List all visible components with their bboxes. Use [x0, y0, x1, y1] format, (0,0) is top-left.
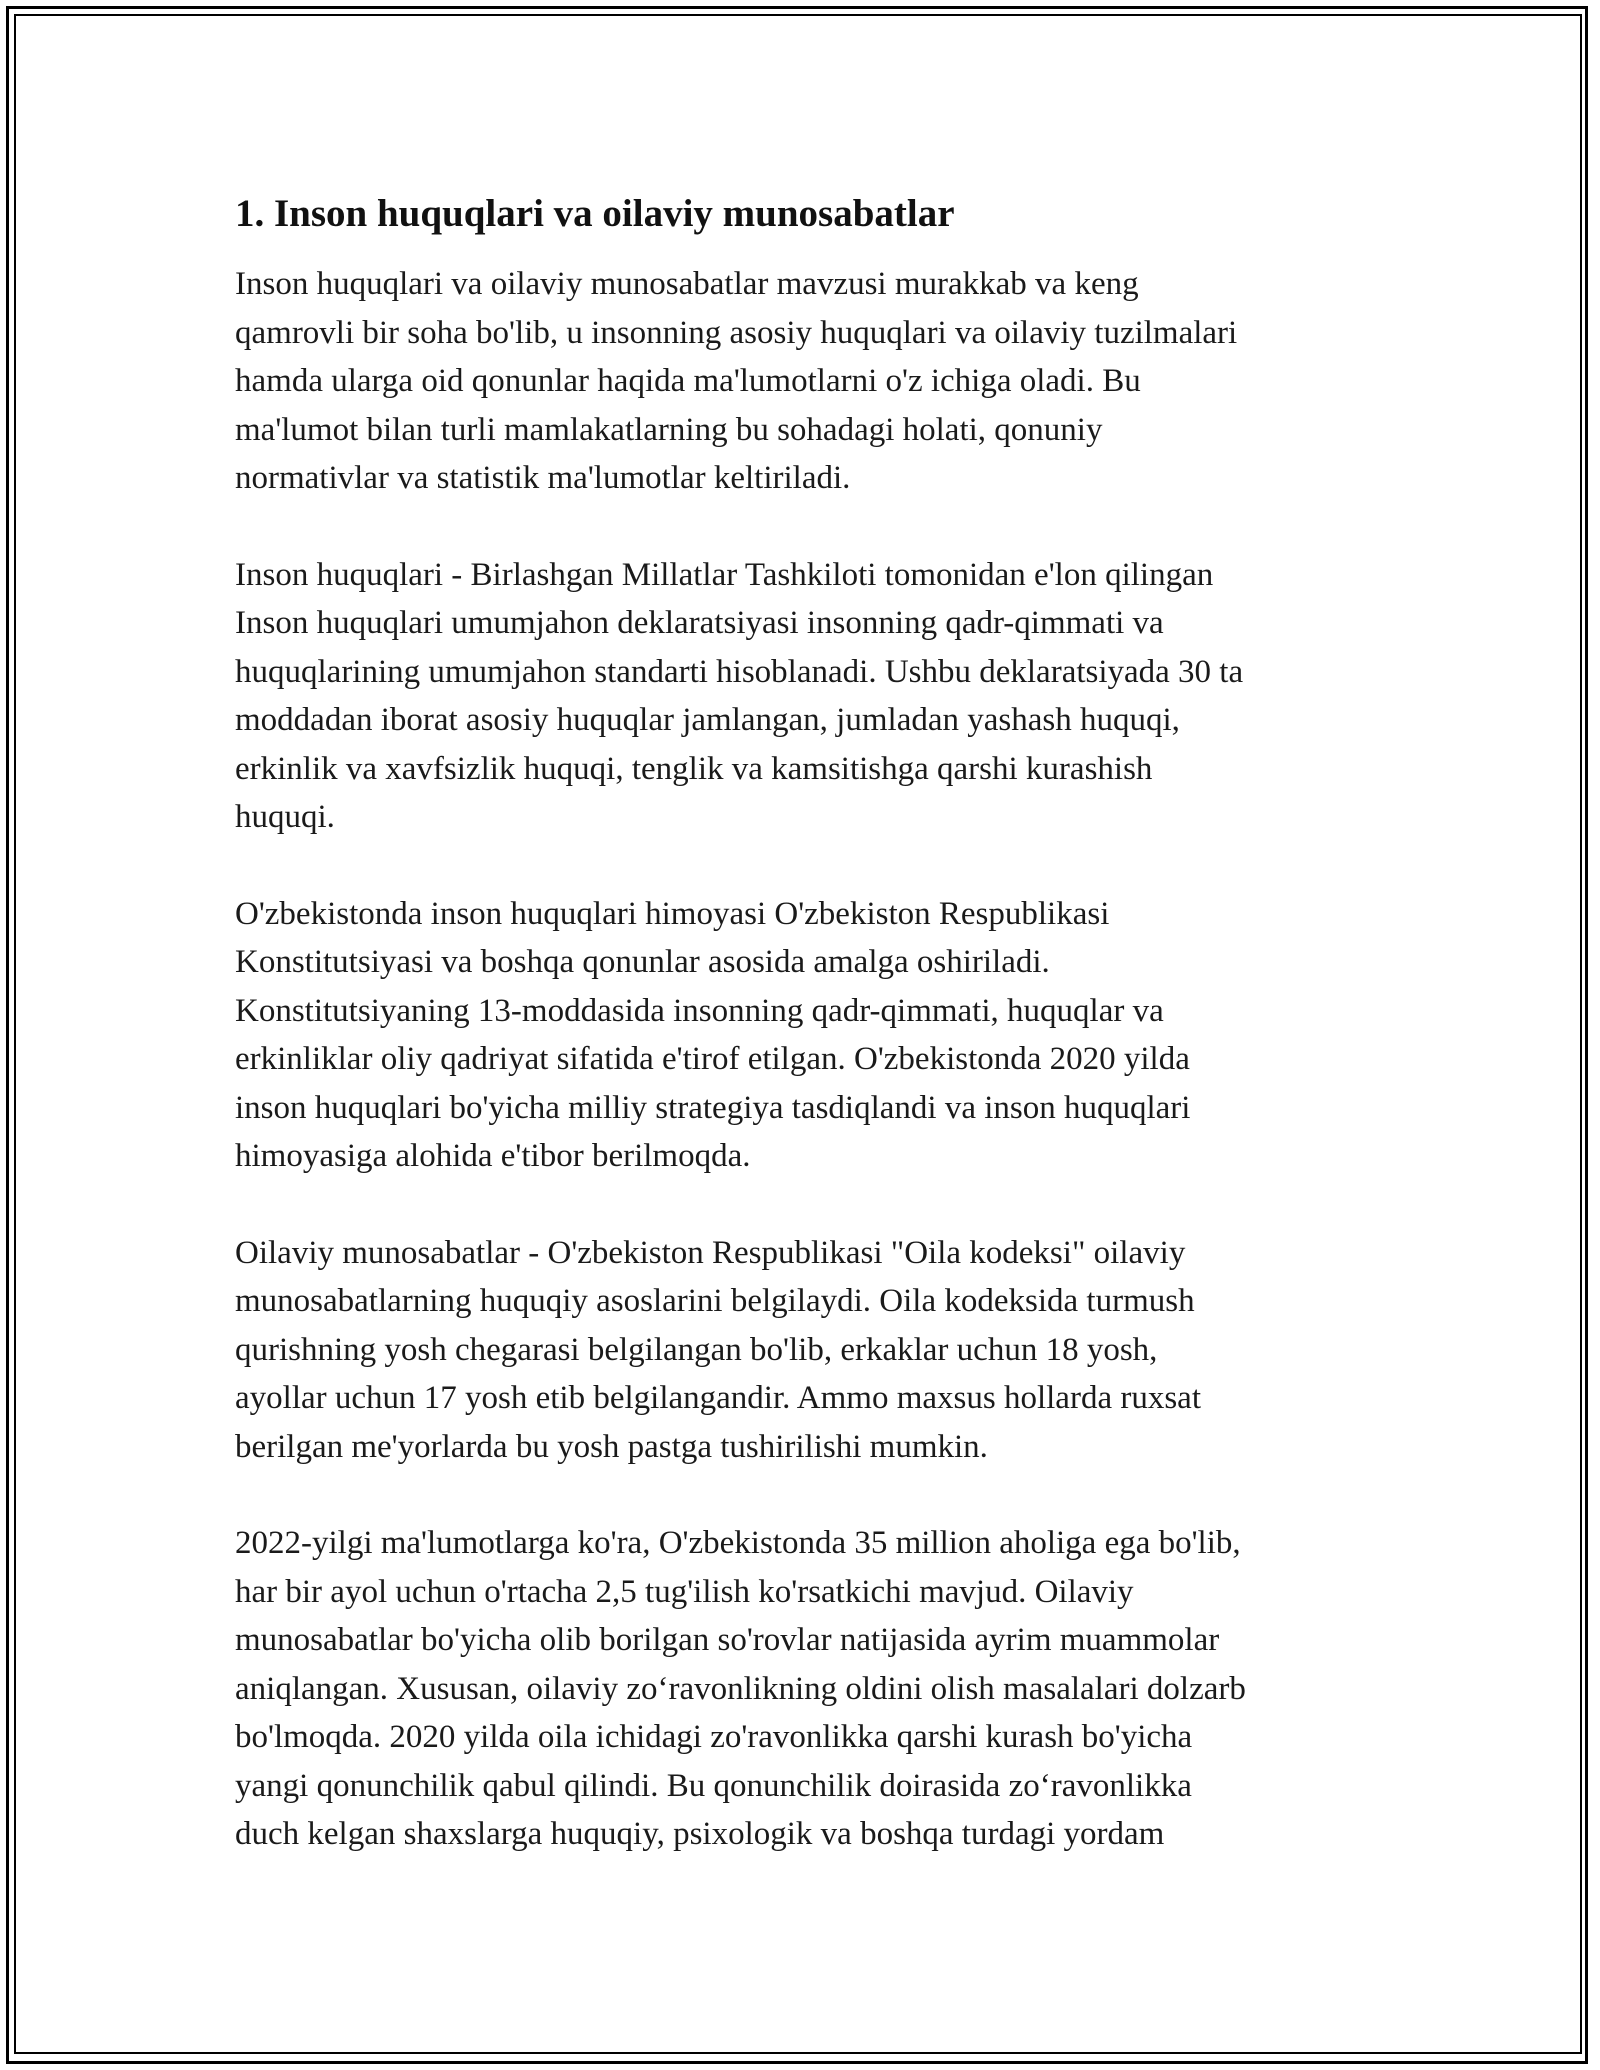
paragraph-statistics: [235, 1519, 1365, 1859]
text-line: inson huquqlari bo'yicha milliy strategiya tasdiqlandi va inson huquqlari: [235, 1089, 1191, 1126]
document-body: [235, 188, 1365, 1907]
text-line: normativlar va statistik ma'lumotlar keltiriladi.: [235, 460, 851, 496]
section-heading: 1. Inson huquqlari va oilaviy munosabatlar: [235, 192, 955, 235]
text-line: erkinlik va xavfsizlik huquqi, tenglik va kamsitishga qarshi kurashish: [235, 750, 1153, 787]
paragraph-family-code: [235, 1229, 1365, 1472]
text-line: bo'lmoqda. 2020 yilda oila ichidagi zo'ravonlikka qarshi kurash bo'yicha: [235, 1719, 1193, 1755]
text-line: Inson huquqlari va oilaviy munosabatlar mavzusi murakkab va keng: [235, 266, 1139, 302]
text-line: Konstitutsiyaning 13-moddasida insonning qadr-qimmati, huquqlar va: [235, 992, 1164, 1029]
text-line: qurishning yosh chegarasi belgilangan bo'lib, erkaklar uchun 18 yosh,: [235, 1331, 1158, 1368]
text-line: 2022-yilgi ma'lumotlarga ko'ra, O'zbekistonda 35 million aholiga ega bo'lib,: [235, 1525, 1241, 1561]
text-line: Konstitutsiyasi va boshqa qonunlar asosida amalga oshiriladi.: [235, 944, 1050, 980]
text-line: Oilaviy munosabatlar - O'zbekiston Respublikasi "Oila kodeksi" oilaviy: [235, 1234, 1186, 1271]
text-line: himoyasiga alohida e'tibor berilmoqda.: [235, 1138, 751, 1174]
paragraph-human-rights: [235, 551, 1365, 842]
text-line: munosabatlarning huquqiy asoslarini belgilaydi. Oila kodeksida turmush: [235, 1283, 1195, 1319]
text-line: yangi qonunchilik qabul qilindi. Bu qonunchilik doirasida zo‘ravonlikka: [235, 1767, 1192, 1804]
text-line: munosabatlar bo'yicha olib borilgan so'rovlar natijasida ayrim muammolar: [235, 1622, 1220, 1658]
text-line: moddadan iborat asosiy huquqlar jamlangan, jumladan yashash huquqi,: [235, 702, 1180, 738]
text-line: aniqlangan. Xususan, oilaviy zo‘ravonlikning oldini olish masalalari dolzarb: [235, 1670, 1246, 1707]
text-line: hamda ularga oid qonunlar haqida ma'lumotlarni o'z ichiga oladi. Bu: [235, 363, 1141, 399]
text-line: Inson huquqlari umumjahon deklaratsiyasi insonning qadr-qimmati va: [235, 605, 1164, 641]
text-line: ma'lumot bilan turli mamlakatlarning bu sohadagi holati, qonuniy: [235, 411, 1103, 448]
text-line: qamrovli bir soha bo'lib, u insonning asosiy huquqlari va oilaviy tuzilmalari: [235, 314, 1238, 351]
text-line: Inson huquqlari - Birlashgan Millatlar Tashkiloti tomonidan e'lon qilingan: [235, 556, 1214, 593]
text-line: duch kelgan shaxslarga huquqiy, psixologik va boshqa turdagi yordam: [235, 1816, 1165, 1852]
text-line: huquqlarining umumjahon standarti hisoblanadi. Ushbu deklaratsiyada 30 ta: [235, 653, 1244, 690]
text-line: berilgan me'yorlarda bu yosh pastga tushirilishi mumkin.: [235, 1428, 988, 1465]
text-line: ayollar uchun 17 yosh etib belgilangandir. Ammo maxsus hollarda ruxsat: [235, 1380, 1201, 1416]
text-line: O'zbekistonda inson huquqlari himoyasi O'zbekiston Respublikasi: [235, 895, 1110, 932]
text-line: huquqi.: [235, 799, 335, 835]
paragraph-uzbekistan-rights: [235, 890, 1365, 1181]
paragraph-intro: [235, 260, 1365, 503]
text-line: erkinliklar oliy qadriyat sifatida e'tirof etilgan. O'zbekistonda 2020 yilda: [235, 1041, 1190, 1077]
text-line: har bir ayol uchun o'rtacha 2,5 tug'ilish ko'rsatkichi mavjud. Oilaviy: [235, 1573, 1134, 1610]
